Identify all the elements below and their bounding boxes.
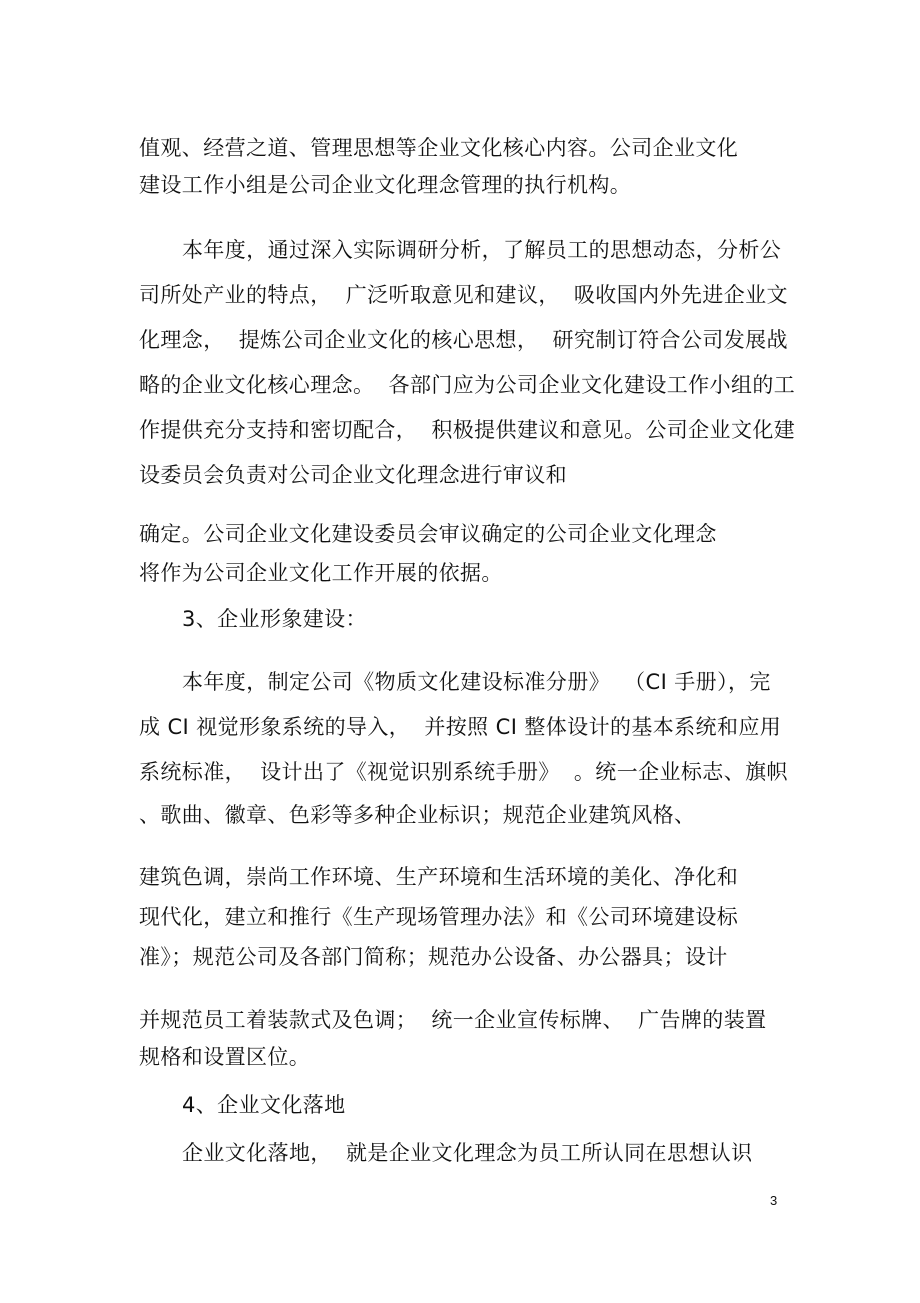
- body-text-line: 司所处产业的特点， 广泛听取意见和建议， 吸收国内外先进企业文: [139, 283, 788, 307]
- body-text-line: 作提供充分支持和密切配合， 积极提供建议和意见。公司企业文化建: [139, 418, 796, 442]
- paragraph-first-line: 本年度，通过深入实际调研分析，了解员工的思想动态，分析公: [182, 238, 782, 262]
- section-heading: 4、企业文化落地: [182, 1093, 346, 1117]
- body-text-line: 将作为公司企业文化工作开展的依据。: [139, 561, 503, 585]
- paragraph-first-line: 本年度，制定公司《物质文化建设标准分册》 （CI 手册），完: [182, 670, 771, 694]
- body-text-line: 、歌曲、徽章、色彩等多种企业标识；规范企业建筑风格、: [139, 803, 696, 827]
- body-text-line: 确定。公司企业文化建设委员会审议确定的公司企业文化理念: [139, 522, 717, 546]
- body-text-line: 化理念， 提炼公司企业文化的核心思想， 研究制订符合公司发展战: [139, 328, 788, 352]
- body-text-line: 建筑色调，崇尚工作环境、生产环境和生活环境的美化、净化和: [139, 865, 739, 889]
- body-text-line: 并规范员工着装款式及色调； 统一企业宣传标牌、 广告牌的装置: [139, 1008, 767, 1032]
- section-heading: 3、企业形象建设：: [182, 607, 367, 631]
- body-text-line: 值观、经营之道、管理思想等企业文化核心内容。公司企业文化: [139, 136, 739, 160]
- body-text-line: 成 CI 视觉形象系统的导入， 并按照 CI 整体设计的基本系统和应用: [139, 715, 782, 739]
- body-text-line: 略的企业文化核心理念。 各部门应为公司企业文化建设工作小组的工: [139, 373, 796, 397]
- body-text-line: 设委员会负责对公司企业文化理念进行审议和: [139, 463, 567, 487]
- body-text-line: 规格和设置区位。: [139, 1045, 311, 1069]
- paragraph-first-line: 企业文化落地， 就是企业文化理念为员工所认同在思想认识: [182, 1141, 753, 1165]
- body-text-line: 现代化，建立和推行《生产现场管理办法》和《公司环境建设标: [139, 905, 739, 929]
- page-number: 3: [770, 1193, 778, 1208]
- body-text-line: 准》；规范公司及各部门简称；规范办公设备、办公器具；设计: [139, 945, 728, 969]
- body-text-line: 建设工作小组是公司企业文化理念管理的执行机构。: [139, 173, 632, 197]
- body-text-line: 系统标准， 设计出了《视觉识别系统手册》 。统一企业标志、旗帜: [139, 760, 788, 784]
